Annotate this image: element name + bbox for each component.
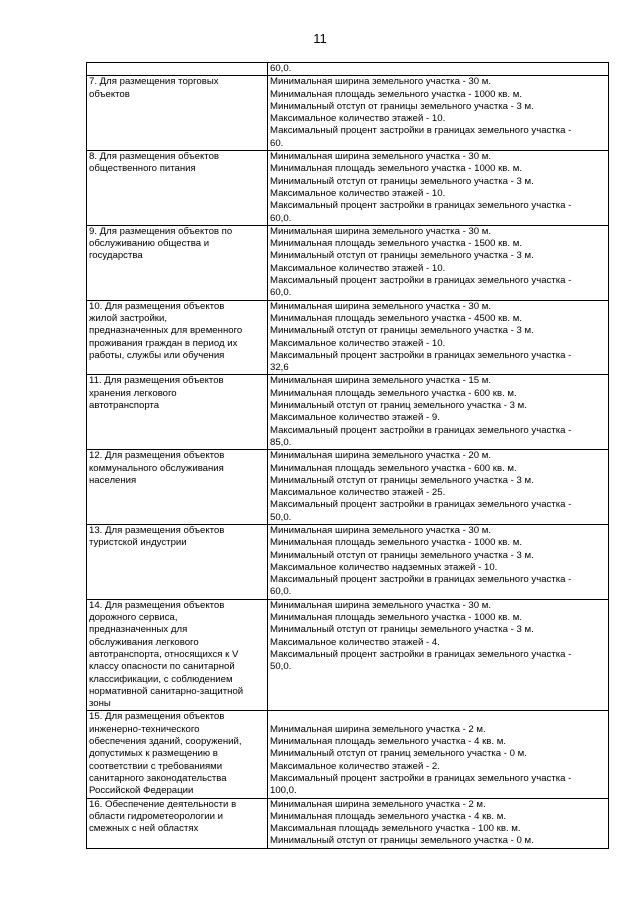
land-use-type-line: обслуживанию общества и xyxy=(89,238,210,250)
land-use-type-line: санитарного законодательства xyxy=(89,772,227,784)
land-use-type-line: 8. Для размещения объектов xyxy=(89,151,220,163)
land-use-type-line: 15. Для размещения объектов xyxy=(89,711,225,723)
parameter-line: Минимальный отступ от границы земельного участка - 3 м. xyxy=(270,100,534,112)
parameters-cell xyxy=(268,524,609,599)
land-use-type-line: предназначенных для временного xyxy=(89,325,243,337)
parameter-line: Минимальная ширина земельного участка - 30 м. xyxy=(270,300,492,312)
land-use-type-line: 12. Для размещения объектов xyxy=(89,450,225,462)
land-use-type-cell xyxy=(87,151,268,226)
parameter-line: Минимальная ширина земельного участка - 30 м. xyxy=(270,599,492,611)
parameter-line: Минимальный отступ от границ земельного участка - 0 м. xyxy=(270,748,527,760)
table-row xyxy=(87,375,609,450)
parameter-line xyxy=(270,711,606,723)
parameter-line: Максимальное количество этажей - 9. xyxy=(270,412,440,424)
land-use-type-line: предназначенных для xyxy=(89,624,188,636)
land-use-type-line: области гидрометеорологии и xyxy=(89,810,223,822)
parameter-line: Минимальная площадь земельного участка - 1000 кв. м. xyxy=(270,612,522,624)
table-row xyxy=(87,225,609,300)
parameter-line: Минимальный отступ от границы земельного участка - 0 м. xyxy=(270,835,534,847)
parameter-line: Минимальная ширина земельного участка - 30 м. xyxy=(270,151,492,163)
parameter-line: 60,0. xyxy=(270,287,292,299)
land-use-type-line: работы, службы или обучения xyxy=(89,349,225,361)
table-row xyxy=(87,300,609,375)
parameter-line: Минимальный отступ от границы земельного участка - 3 м. xyxy=(270,250,534,262)
parameter-line: Максимальное количество этажей - 25. xyxy=(270,487,446,499)
parameter-line: Максимальный процент застройки в границах земельного участка - xyxy=(270,275,572,287)
parameter-line: Минимальная площадь земельного участка - 1000 кв. м. xyxy=(270,537,522,549)
parameters-cell xyxy=(268,151,609,226)
parameter-line: 50,0. xyxy=(270,661,292,673)
parameter-line: 60,0. xyxy=(270,212,292,224)
land-use-type-line: обеспечения зданий, сооружений, xyxy=(89,736,242,748)
table-row xyxy=(87,599,609,711)
land-use-type-line: 14. Для размещения объектов xyxy=(89,599,225,611)
land-use-type-line: обслуживания легкового xyxy=(89,636,199,648)
parameter-line: Максимальный процент застройки в границах земельного участка - xyxy=(270,349,572,361)
land-use-type-line: классификации, с соблюдением xyxy=(89,673,233,685)
parameter-line: Минимальный отступ от границы земельного участка - 3 м. xyxy=(270,624,534,636)
land-use-type-line: соответствии с требованиями xyxy=(89,760,223,772)
parameter-line: Минимальная площадь земельного участка - 600 кв. м. xyxy=(270,387,517,399)
parameter-line: 85,0. xyxy=(270,436,292,448)
parameter-line: 60. xyxy=(270,137,284,149)
parameter-line: Минимальная площадь земельного участка - 1000 кв. м. xyxy=(270,88,522,100)
parameter-line: Минимальная ширина земельного участка - 2 м. xyxy=(270,798,486,810)
parameter-line: Максимальное количество этажей - 10. xyxy=(270,337,446,349)
land-use-type-cell xyxy=(87,798,268,848)
page-number: 11 xyxy=(313,31,327,46)
parameters-cell xyxy=(268,599,609,711)
land-use-type-cell xyxy=(87,225,268,300)
parameters-cell xyxy=(268,225,609,300)
land-use-type-line: государства xyxy=(89,250,143,262)
land-use-type-cell xyxy=(87,300,268,375)
parameter-line: Минимальный отступ от границы земельного участка - 3 м. xyxy=(270,325,534,337)
parameter-line: Максимальный процент застройки в границах земельного участка - xyxy=(270,772,572,784)
parameter-line: Минимальная площадь земельного участка - 4500 кв. м. xyxy=(270,312,522,324)
parameters-cell xyxy=(268,450,609,525)
parameter-line: Минимальная площадь земельного участка - 4 кв. м. xyxy=(270,736,506,748)
land-use-type-line: Российской Федерации xyxy=(89,785,194,797)
parameter-line: Минимальная ширина земельного участка - 30 м. xyxy=(270,76,492,88)
land-use-type-line: автотранспорта, относящихся к V xyxy=(89,648,239,660)
parameter-line: Максимальный процент застройки в границах земельного участка - xyxy=(270,125,572,137)
land-use-type-cell xyxy=(87,375,268,450)
land-use-type-line: смежных с ней областях xyxy=(89,823,199,835)
land-use-type-line: общественного питания xyxy=(89,163,196,175)
land-use-type-line: 9. Для размещения объектов по xyxy=(89,225,233,237)
parameter-line: Максимальный процент застройки в границах земельного участка - xyxy=(270,499,572,511)
land-use-type-line: дорожного сервиса, xyxy=(89,612,178,624)
land-use-type-line: объектов xyxy=(89,88,130,100)
parameter-line: Максимальное количество этажей - 10. xyxy=(270,187,446,199)
land-use-type-line: 11. Для размещения объектов xyxy=(89,375,224,387)
land-use-type-line: проживания граждан в период их xyxy=(89,337,238,349)
parameter-line: Максимальный процент застройки в границах земельного участка - xyxy=(270,574,572,586)
parameters-cell xyxy=(268,798,609,848)
parameter-line: Минимальный отступ от границы земельного участка - 3 м. xyxy=(270,549,534,561)
parameter-line: Минимальная ширина земельного участка - 15 м. xyxy=(270,375,492,387)
land-use-type-line: допустимых к размещению в xyxy=(89,748,218,760)
parameter-line: Минимальный отступ от границы земельного участка - 3 м. xyxy=(270,474,534,486)
table-row xyxy=(87,711,609,798)
table-row xyxy=(87,798,609,848)
table-row xyxy=(87,524,609,599)
parameter-line: Максимальный процент застройки в границах земельного участка - xyxy=(270,200,572,212)
land-use-type-line: населения xyxy=(89,474,137,486)
land-use-type-cell xyxy=(87,599,268,711)
table-body xyxy=(87,63,609,849)
parameter-line: 60,0. xyxy=(270,63,292,74)
parameter-line: Минимальная площадь земельного участка - 4 кв. м. xyxy=(270,810,506,822)
parameter-line: 100,0. xyxy=(270,785,297,797)
parameter-line: Минимальная ширина земельного участка - 2 м. xyxy=(270,723,486,735)
parameter-line: Максимальное количество этажей - 10. xyxy=(270,262,446,274)
land-use-type-line: туристской индустрии xyxy=(89,537,187,549)
parameter-line: Минимальный отступ от границ земельного участка - 3 м. xyxy=(270,400,527,412)
land-use-type-line: автотранспорта xyxy=(89,400,160,412)
parameter-line: Минимальная ширина земельного участка - 30 м. xyxy=(270,225,492,237)
land-use-type-line: хранения легкового xyxy=(89,387,177,399)
land-use-type-line: зоны xyxy=(89,698,111,710)
parameter-line: Максимальное количество этажей - 2. xyxy=(270,760,440,772)
land-use-type-line: коммунального обслуживания xyxy=(89,462,224,474)
parameters-cell xyxy=(268,76,609,151)
zoning-parameters-table xyxy=(86,62,609,849)
land-use-type-line: 13. Для размещения объектов xyxy=(89,524,225,536)
parameter-line: Минимальная площадь земельного участка - 1500 кв. м. xyxy=(270,238,522,250)
land-use-type-line: жилой застройки, xyxy=(89,312,168,324)
land-use-type-cell xyxy=(87,711,268,798)
table-row xyxy=(87,76,609,151)
parameters-cell xyxy=(268,63,609,76)
land-use-type-cell xyxy=(87,63,268,76)
parameters-cell xyxy=(268,711,609,798)
table-row xyxy=(87,63,609,76)
land-use-type-line: 10. Для размещения объектов xyxy=(89,300,225,312)
land-use-type-line: классу опасности по санитарной xyxy=(89,661,235,673)
parameter-line: Максимальное количество этажей - 4. xyxy=(270,636,440,648)
parameter-line: 32,6 xyxy=(270,362,289,374)
land-use-type-line: нормативной санитарно-защитной xyxy=(89,685,244,697)
table-row xyxy=(87,450,609,525)
land-use-type-cell xyxy=(87,450,268,525)
parameters-cell xyxy=(268,375,609,450)
parameter-line: Минимальная ширина земельного участка - 20 м. xyxy=(270,450,492,462)
parameter-line: Минимальная площадь земельного участка - 1000 кв. м. xyxy=(270,163,522,175)
land-use-type-line: 16. Обеспечение деятельности в xyxy=(89,798,237,810)
parameter-line: 50,0. xyxy=(270,511,292,523)
parameter-line: Максимальный процент застройки в границах земельного участка - xyxy=(270,648,572,660)
land-use-type-line: 7. Для размещения торговых xyxy=(89,76,219,88)
parameters-cell xyxy=(268,300,609,375)
land-use-type-line: инженерно-технического xyxy=(89,723,200,735)
land-use-type-cell xyxy=(87,76,268,151)
parameter-line: Минимальный отступ от границы земельного участка - 3 м. xyxy=(270,175,534,187)
parameter-line: Максимальное количество этажей - 10. xyxy=(270,113,446,125)
parameter-line: Минимальная площадь земельного участка - 600 кв. м. xyxy=(270,462,517,474)
land-use-type-cell xyxy=(87,524,268,599)
parameter-line: 60,0. xyxy=(270,586,292,598)
parameter-line: Максимальный процент застройки в границах земельного участка - xyxy=(270,424,572,436)
parameter-line: Минимальная ширина земельного участка - 30 м. xyxy=(270,524,492,536)
parameter-line: Максимальная площадь земельного участка - 100 кв. м. xyxy=(270,823,521,835)
table-row xyxy=(87,151,609,226)
parameter-line: Максимальное количество надземных этажей - 10. xyxy=(270,561,498,573)
